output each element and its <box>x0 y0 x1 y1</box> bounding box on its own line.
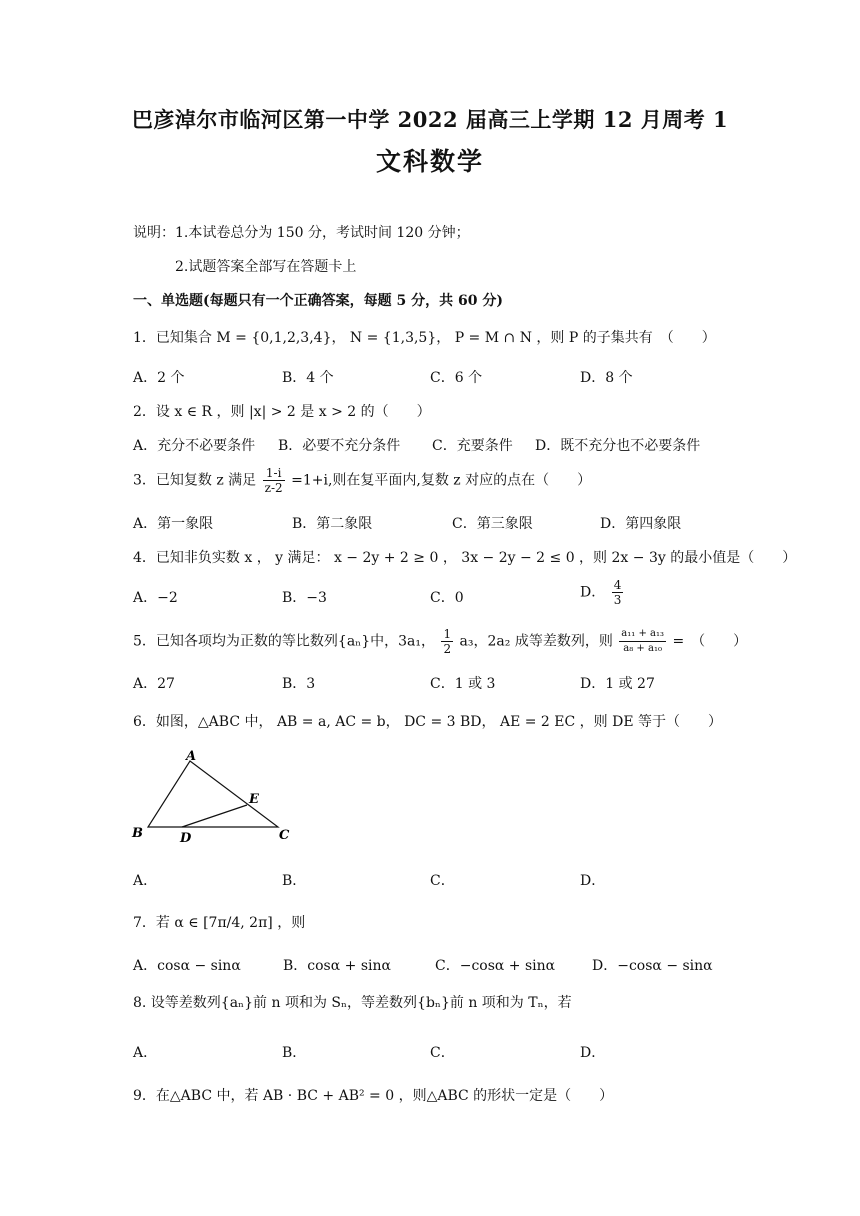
question-3-stem-post: =1+i,则在复平面内,复数 z 对应的点在（ ） <box>291 472 592 489</box>
question-3-fraction-num: 1-i <box>263 466 285 481</box>
question-5-ratio-fraction <box>619 627 666 656</box>
question-5-ratio-den: a₈ + a₁₀ <box>623 643 662 654</box>
label-c: C <box>279 828 290 843</box>
question-6-option-a: A． <box>133 873 158 889</box>
question-3-fraction-den: z-2 <box>264 481 283 495</box>
question-4-option-d-num: 4 <box>613 578 622 592</box>
question-2-option-a: A．充分不必要条件 <box>133 438 256 454</box>
question-1-option-b: B．4 个 <box>282 370 334 386</box>
triangle-figure <box>130 745 300 845</box>
question-2-option-c: C．充要条件 <box>432 438 513 454</box>
question-2-option-b: B．必要不充分条件 <box>278 438 401 454</box>
question-6-option-c: C． <box>430 873 455 889</box>
exam-title: 巴彦淖尔市临河区第一中学 2022 届高三上学期 12 月周考 1 <box>131 107 729 132</box>
question-5-option-b: B．3 <box>282 676 316 692</box>
question-5-half-den: 2 <box>443 642 452 656</box>
segment-de <box>182 805 247 827</box>
question-4-option-a: A．−2 <box>133 590 178 606</box>
instruction-line-2: 2.试题答案全部写在答题卡上 <box>175 259 357 275</box>
question-7-option-a: A．cosα − sinα <box>133 958 241 974</box>
question-8-option-d: D． <box>580 1045 606 1061</box>
question-4-option-d-fraction <box>612 578 624 607</box>
question-7-option-c: C．−cosα + sinα <box>435 958 556 974</box>
question-4-option-d-den: 3 <box>613 593 622 607</box>
question-7-option-d: D．−cosα − sinα <box>592 958 713 974</box>
section-heading: 一、单选题(每题只有一个正确答案，每题 5 分，共 60 分) <box>133 293 503 309</box>
label-e: E <box>249 792 259 807</box>
question-1-option-d: D．8 个 <box>580 370 633 386</box>
question-2-option-d: D．既不充分也不必要条件 <box>535 438 701 454</box>
question-3-option-d: D．第四象限 <box>600 516 682 532</box>
question-6-option-b: B． <box>282 873 307 889</box>
question-1-option-c: C．6 个 <box>430 370 483 386</box>
question-5-option-a: A．27 <box>133 676 175 692</box>
question-3-stem-pre: 3．已知复数 z 满足 <box>133 472 257 489</box>
question-9-stem: 9．在△ABC 中，若 AB · BC + AB² = 0 ，则△ABC 的形状一定是（ ） <box>133 1088 614 1104</box>
question-1-option-a: A．2 个 <box>133 370 185 386</box>
question-6-stem: 6．如图，△ABC 中， AB = a, AC = b， DC = 3 BD， AE = 2 EC ，则 DE 等于（ ） <box>133 714 723 730</box>
instruction-line-1: 说明：1.本试卷总分为 150 分，考试时间 120 分钟； <box>133 225 470 241</box>
question-3-option-a: A．第一象限 <box>133 516 214 532</box>
label-d: D <box>180 831 192 845</box>
question-5-stem <box>133 627 747 656</box>
question-3-option-c: C．第三象限 <box>452 516 533 532</box>
question-7-stem: 7．若 α ∈ [7π/4, 2π] ，则 <box>133 915 306 931</box>
question-3-option-b: B．第二象限 <box>292 516 373 532</box>
question-6-option-d: D． <box>580 873 606 889</box>
question-4-option-b: B．−3 <box>282 590 327 606</box>
question-4-stem: 4．已知非负实数 x ， y 满足： x − 2y + 2 ≥ 0 ， 3x − 2y − 2 ≤ 0 ，则 2x − 3y 的最小值是（ ） <box>133 550 797 566</box>
question-4-option-d-label: D． <box>580 584 606 601</box>
question-8-option-a: A． <box>133 1045 158 1061</box>
question-5-half-fraction <box>441 627 453 656</box>
question-5-option-d: D．1 或 27 <box>580 676 655 692</box>
question-3-stem <box>133 466 591 495</box>
question-4-option-c: C．0 <box>430 590 464 606</box>
question-5-stem-pre: 5．已知各项均为正数的等比数列{aₙ}中，3a₁， <box>133 633 435 650</box>
question-5-half-num: 1 <box>443 627 452 641</box>
question-5-ratio-num: a₁₁ + a₁₃ <box>619 627 666 642</box>
question-8-stem: 8. 设等差数列{aₙ}前 n 项和为 Sₙ，等差数列{bₙ}前 n 项和为 Tₙ，若 <box>133 995 572 1011</box>
question-5-stem-post: = （ ） <box>672 633 748 650</box>
question-7-option-b: B．cosα + sinα <box>283 958 391 974</box>
exam-subject: 文科数学 <box>375 147 484 176</box>
question-2-stem: 2．设 x ∈ R ，则 |x| > 2 是 x > 2 的（ ） <box>133 404 431 420</box>
question-5-stem-mid: a₃，2a₂ 成等差数列，则 <box>459 633 613 650</box>
question-1-stem: 1．已知集合 M = {0,1,2,3,4}， N = {1,3,5}， P = M ∩ N ，则 P 的子集共有 （ ） <box>133 330 716 346</box>
question-8-option-b: B． <box>282 1045 307 1061</box>
question-4-option-d <box>580 578 625 607</box>
label-b: B <box>132 826 143 841</box>
label-a: A <box>186 749 197 764</box>
question-8-option-c: C． <box>430 1045 455 1061</box>
question-3-fraction <box>263 466 285 495</box>
question-5-option-c: C．1 或 3 <box>430 676 496 692</box>
